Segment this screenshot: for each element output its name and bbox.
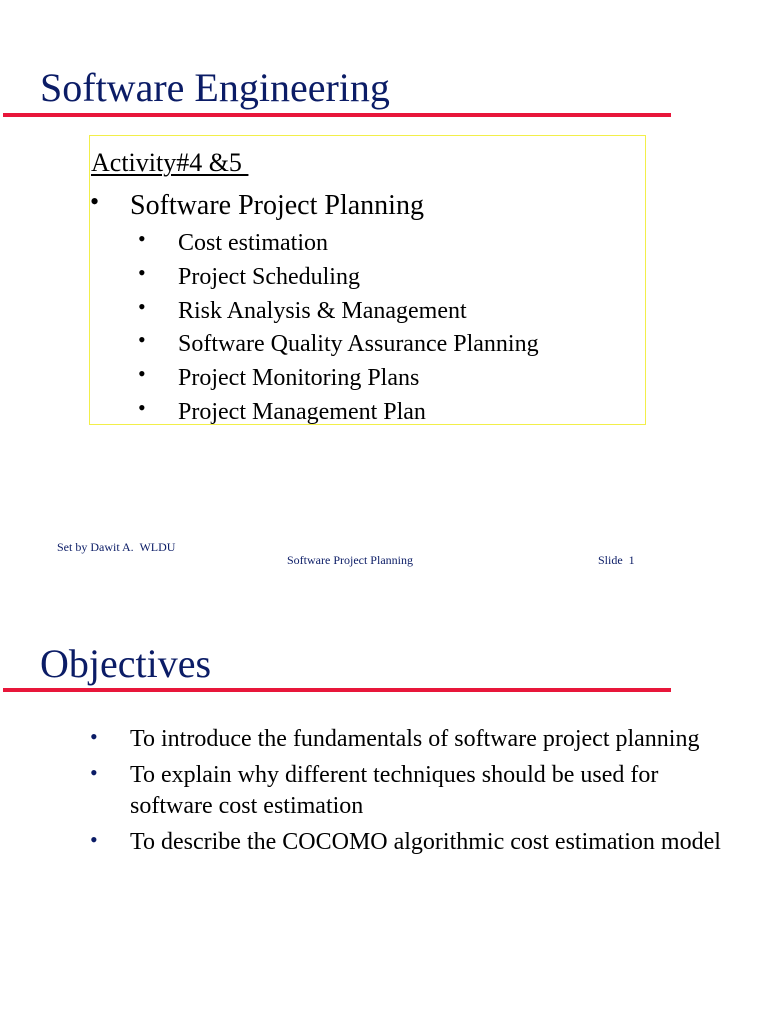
bullet-icon: • — [90, 760, 98, 785]
slide-number: Slide 1 — [598, 553, 635, 567]
list-item-label: Cost estimation — [178, 230, 328, 256]
bullet-icon: • — [138, 259, 146, 285]
content-placeholder — [89, 135, 646, 425]
list-item — [90, 760, 730, 822]
list-item — [90, 724, 730, 755]
list-item-label: Project Scheduling — [178, 263, 360, 290]
objectives-list — [90, 724, 730, 863]
activity-heading: Activity#4 &5 — [91, 148, 249, 177]
footer-author: Set by Dawit A. WLDU — [57, 540, 176, 554]
bullet-icon: • — [138, 327, 146, 353]
list-item-label: Project Management Plan — [178, 398, 426, 425]
list-item-label: Software Quality Assurance Planning — [178, 331, 539, 358]
bullet-icon: • — [138, 293, 146, 319]
list-item-label: Project Monitoring Plans — [178, 365, 420, 392]
title-divider — [3, 688, 671, 692]
bullet-icon: • — [90, 187, 100, 216]
slide-2 — [0, 576, 768, 1024]
slide-title: Software Engineering — [40, 65, 390, 110]
bullet-icon: • — [90, 827, 98, 852]
list-item-label: Risk Analysis & Management — [178, 297, 467, 324]
list-item-label: To explain why different techniques should be used for software cost estimation — [130, 762, 659, 819]
slide-title: Objectives — [40, 641, 212, 686]
bullet-icon: • — [90, 724, 98, 749]
footer-topic: Software Project Planning — [287, 553, 413, 567]
bullet-icon: • — [138, 361, 146, 387]
list-item — [90, 827, 730, 858]
list-item-label: To introduce the fundamentals of software project planning — [130, 726, 700, 752]
bullet-icon: • — [138, 394, 146, 420]
title-divider — [3, 113, 671, 117]
bullet-icon: • — [138, 226, 146, 251]
topic-label: Software Project Planning — [130, 190, 424, 221]
list-item-label: To describe the COCOMO algorithmic cost estimation model — [130, 829, 721, 855]
